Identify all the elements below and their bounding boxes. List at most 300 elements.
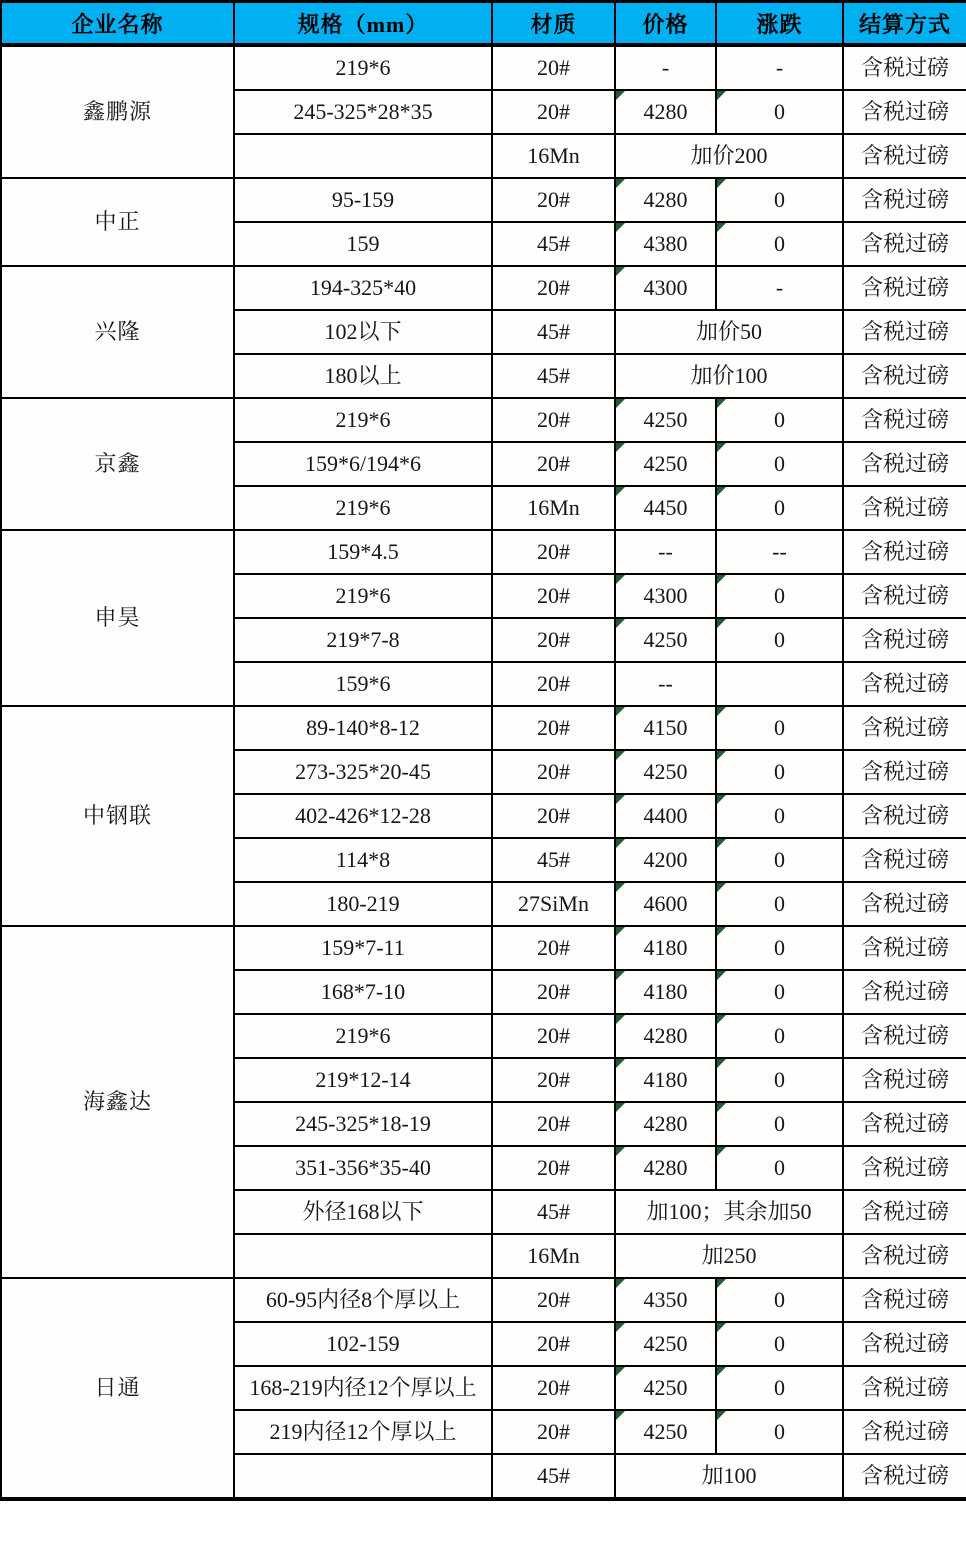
change-cell-text: 0 [774,583,785,608]
change-cell-text: 0 [774,1419,785,1444]
price-change-merged-cell-text: 加价200 [690,143,768,168]
price-change-merged-cell [615,1234,843,1278]
spec-cell [234,134,492,178]
spec-cell [234,970,492,1014]
change-cell-text: -- [772,539,787,564]
material-cell [492,90,615,134]
material-cell [492,442,615,486]
material-cell [492,1410,615,1454]
spec-cell [234,1014,492,1058]
spec-cell [234,1366,492,1410]
material-cell [492,574,615,618]
price-cell-text: 4150 [643,715,688,740]
material-cell [492,1058,615,1102]
price-cell-text: 4280 [643,1023,688,1048]
spec-cell [234,1058,492,1102]
material-cell-text: 20# [537,407,570,432]
spec-cell [234,882,492,926]
spec-cell [234,1102,492,1146]
spec-cell [234,310,492,354]
change-cell-text: 0 [774,715,785,740]
settlement-cell-text: 含税过磅 [860,231,949,256]
settlement-cell [843,574,966,618]
material-cell-text: 45# [537,319,570,344]
material-cell [492,1190,615,1234]
change-cell-text: 0 [774,187,785,212]
price-cell [615,1146,716,1190]
company-name-cell [1,45,234,178]
settlement-cell-text: 含税过磅 [860,1111,949,1136]
spec-cell-text: 194-325*40 [309,275,417,300]
spec-cell-text: 219*6 [335,1023,391,1048]
settlement-cell-text: 含税过磅 [860,935,949,960]
table-row [1,398,966,442]
settlement-cell [843,970,966,1014]
material-cell-text: 20# [537,1331,570,1356]
flag-triangle-icon [717,795,726,804]
settlement-cell [843,354,966,398]
material-cell [492,882,615,926]
flag-triangle-icon [616,1015,625,1024]
spec-cell-text: 114*8 [335,847,391,872]
price-cell-text: 4180 [643,979,688,1004]
material-cell [492,706,615,750]
price-cell-text: -- [658,539,673,564]
price-cell [615,398,716,442]
flag-triangle-icon [616,927,625,936]
settlement-cell [843,178,966,222]
settlement-cell [843,1058,966,1102]
material-cell [492,178,615,222]
flag-triangle-icon [616,1147,625,1156]
settlement-cell-text: 含税过磅 [860,319,949,344]
change-cell-text: 0 [774,979,785,1004]
spec-cell [234,222,492,266]
company-name-cell [1,530,234,706]
material-cell-text: 20# [537,979,570,1004]
flag-triangle-icon [616,179,625,188]
material-cell-text: 45# [537,231,570,256]
company-name-cell [1,706,234,926]
price-change-merged-cell-text: 加价50 [695,319,762,344]
change-cell [716,1366,843,1410]
spec-cell-text: 273-325*20-45 [295,759,431,784]
flag-triangle-icon [717,751,726,760]
flag-triangle-icon [717,1015,726,1024]
settlement-cell-text: 含税过磅 [860,715,949,740]
change-cell-text: 0 [774,1375,785,1400]
settlement-cell-text: 含税过磅 [860,803,949,828]
company-name-cell-text: 申昊 [94,605,141,630]
price-change-merged-cell-text: 加250 [701,1243,757,1268]
company-name-cell-text: 京鑫 [94,451,141,476]
spec-cell [234,1278,492,1322]
settlement-cell-text: 含税过磅 [860,979,949,1004]
change-cell [716,750,843,794]
price-change-merged-cell-text: 加价100 [690,363,768,388]
flag-triangle-icon [616,443,625,452]
settlement-cell-text: 含税过磅 [860,99,949,124]
price-cell-text: 4200 [643,847,688,872]
material-cell [492,970,615,1014]
spec-cell [234,926,492,970]
spec-cell-text: 245-325*28*35 [293,99,433,124]
price-cell-text: 4180 [643,1067,688,1092]
change-cell-text: 0 [774,231,785,256]
material-cell [492,266,615,310]
flag-triangle-icon [616,1059,625,1068]
flag-triangle-icon [717,883,726,892]
change-cell [716,882,843,926]
price-cell-text: 4250 [643,1331,688,1356]
flag-triangle-icon [717,971,726,980]
settlement-cell-text: 含税过磅 [860,55,949,80]
change-cell-text: - [775,275,784,300]
spec-cell-text: 219*6 [335,583,391,608]
company-name-cell [1,926,234,1278]
settlement-cell-text: 含税过磅 [860,1199,949,1224]
spec-cell-text: 159 [346,231,380,256]
table-row [1,1278,966,1322]
change-cell [716,1278,843,1322]
flag-triangle-icon [717,223,726,232]
price-cell [615,530,716,574]
flag-triangle-icon [717,839,726,848]
settlement-cell [843,1278,966,1322]
settlement-cell-text: 含税过磅 [860,847,949,872]
price-cell [615,178,716,222]
settlement-cell [843,882,966,926]
change-cell-text: 0 [774,891,785,916]
settlement-cell [843,134,966,178]
change-cell [716,1322,843,1366]
flag-triangle-icon [616,1279,625,1288]
spec-cell [234,398,492,442]
change-cell-text: 0 [774,1111,785,1136]
header-company: 企业名称 [1,2,234,46]
change-cell [716,618,843,662]
table-body [1,45,966,1499]
material-cell-text: 20# [537,1067,570,1092]
spec-cell [234,486,492,530]
header-spec: 规格（mm） [234,2,492,46]
flag-triangle-icon [717,1323,726,1332]
spec-cell [234,1234,492,1278]
settlement-cell-text: 含税过磅 [860,583,949,608]
price-change-merged-cell [615,1190,843,1234]
material-cell [492,222,615,266]
settlement-cell [843,486,966,530]
material-cell [492,662,615,706]
material-cell-text: 20# [537,451,570,476]
flag-triangle-icon [616,1411,625,1420]
change-cell-text: 0 [774,935,785,960]
material-cell-text: 20# [537,583,570,608]
settlement-cell [843,618,966,662]
spec-cell-text: 89-140*8-12 [306,715,420,740]
change-cell [716,486,843,530]
flag-triangle-icon [717,707,726,716]
spec-cell-text: 159*6 [335,671,391,696]
material-cell [492,1322,615,1366]
settlement-cell-text: 含税过磅 [860,891,949,916]
spec-cell [234,750,492,794]
material-cell [492,1102,615,1146]
price-cell-text: 4250 [643,451,688,476]
header-settlement: 结算方式 [843,2,966,46]
material-cell [492,750,615,794]
flag-triangle-icon [717,1059,726,1068]
price-cell-text: 4250 [643,759,688,784]
price-cell-text: 4250 [643,407,688,432]
material-cell [492,926,615,970]
settlement-cell [843,442,966,486]
material-cell-text: 20# [537,627,570,652]
flag-triangle-icon [717,1103,726,1112]
price-cell [615,750,716,794]
settlement-cell [843,1366,966,1410]
header-row [1,2,966,46]
spec-cell [234,354,492,398]
change-cell [716,222,843,266]
change-cell-text: 0 [774,1287,785,1312]
price-cell-text: 4180 [643,935,688,960]
price-cell [615,1058,716,1102]
spec-cell [234,530,492,574]
price-cell [615,266,716,310]
spec-cell [234,1410,492,1454]
spec-cell-text: 159*4.5 [327,539,399,564]
flag-triangle-icon [616,1323,625,1332]
price-cell [615,222,716,266]
flag-triangle-icon [616,1367,625,1376]
company-name-cell [1,178,234,266]
change-cell [716,398,843,442]
change-cell [716,1410,843,1454]
change-cell-text: 0 [774,627,785,652]
material-cell-text: 20# [537,187,570,212]
price-cell-text: 4300 [643,275,688,300]
change-cell [716,266,843,310]
change-cell [716,45,843,90]
price-cell [615,486,716,530]
spec-cell-text: 219*12-14 [315,1067,411,1092]
price-cell [615,970,716,1014]
spec-cell-text: 168-219内径12个厚以上 [249,1375,477,1400]
settlement-cell-text: 含税过磅 [860,1023,949,1048]
change-cell-text: 0 [774,407,785,432]
price-change-merged-cell [615,134,843,178]
price-cell-text: 4250 [643,1419,688,1444]
change-cell-text: 0 [774,1155,785,1180]
settlement-cell [843,266,966,310]
change-cell-text: 0 [774,1023,785,1048]
price-cell [615,794,716,838]
material-cell [492,1454,615,1499]
spec-cell-text: 351-356*35-40 [295,1155,431,1180]
table-header [1,2,966,46]
price-change-merged-cell [615,1454,843,1499]
change-cell [716,662,843,706]
flag-triangle-icon [717,487,726,496]
spec-cell [234,706,492,750]
settlement-cell [843,45,966,90]
company-name-cell-text: 兴隆 [94,319,141,344]
material-cell [492,1366,615,1410]
material-cell [492,838,615,882]
price-cell [615,90,716,134]
settlement-cell [843,310,966,354]
material-cell-text: 45# [537,363,570,388]
price-cell-text: - [661,55,670,80]
spec-cell [234,1454,492,1499]
change-cell [716,794,843,838]
flag-triangle-icon [717,1367,726,1376]
settlement-cell [843,1234,966,1278]
settlement-cell-text: 含税过磅 [860,1331,949,1356]
price-change-merged-cell-text: 加100 [701,1463,757,1488]
flag-triangle-icon [616,91,625,100]
spec-cell-text: 219*7-8 [326,627,400,652]
material-cell-text: 20# [537,1155,570,1180]
price-change-merged-cell-text: 加100；其余加50 [646,1199,812,1224]
flag-triangle-icon [616,707,625,716]
flag-triangle-icon [717,1279,726,1288]
settlement-cell [843,926,966,970]
price-cell [615,442,716,486]
table-row [1,178,966,222]
price-cell [615,1322,716,1366]
material-cell [492,530,615,574]
material-cell-text: 16Mn [527,143,580,168]
spec-cell-text: 159*7-11 [321,935,405,960]
change-cell [716,1102,843,1146]
settlement-cell [843,1410,966,1454]
price-cell-text: 4280 [643,187,688,212]
settlement-cell-text: 含税过磅 [860,759,949,784]
change-cell [716,178,843,222]
price-cell-text: -- [658,671,673,696]
settlement-cell [843,530,966,574]
material-cell-text: 20# [537,275,570,300]
settlement-cell-text: 含税过磅 [860,1287,949,1312]
table-row [1,706,966,750]
spec-cell-text: 219内径12个厚以上 [269,1419,457,1444]
company-name-cell [1,1278,234,1499]
price-cell [615,882,716,926]
price-cell-text: 4250 [643,1375,688,1400]
price-cell-text: 4400 [643,803,688,828]
material-cell-text: 20# [537,1287,570,1312]
price-cell [615,1102,716,1146]
change-cell [716,706,843,750]
change-cell-text: 0 [774,495,785,520]
settlement-cell [843,1102,966,1146]
spec-cell [234,266,492,310]
settlement-cell-text: 含税过磅 [860,1375,949,1400]
material-cell [492,310,615,354]
material-cell [492,1146,615,1190]
flag-triangle-icon [717,575,726,584]
settlement-cell [843,794,966,838]
change-cell-text: 0 [774,451,785,476]
company-name-cell-text: 中正 [94,209,141,234]
settlement-cell-text: 含税过磅 [860,363,949,388]
settlement-cell [843,1190,966,1234]
spec-cell-text: 168*7-10 [320,979,406,1004]
price-cell-text: 4450 [643,495,688,520]
spec-cell [234,1146,492,1190]
change-cell [716,838,843,882]
change-cell-text: - [775,55,784,80]
flag-triangle-icon [717,927,726,936]
settlement-cell-text: 含税过磅 [860,451,949,476]
material-cell-text: 16Mn [527,1243,580,1268]
material-cell [492,1014,615,1058]
price-cell [615,618,716,662]
price-change-merged-cell [615,310,843,354]
settlement-cell-text: 含税过磅 [860,495,949,520]
flag-triangle-icon [616,399,625,408]
material-cell-text: 27SiMn [518,891,589,916]
settlement-cell [843,398,966,442]
material-cell-text: 20# [537,935,570,960]
material-cell-text: 20# [537,715,570,740]
settlement-cell [843,1322,966,1366]
settlement-cell-text: 含税过磅 [860,1463,949,1488]
flag-triangle-icon [717,443,726,452]
settlement-cell-text: 含税过磅 [860,627,949,652]
spec-cell-text: 402-426*12-28 [295,803,431,828]
settlement-cell [843,1454,966,1499]
price-cell-text: 4600 [643,891,688,916]
spec-cell-text: 外径168以下 [302,1199,424,1224]
price-cell-text: 4250 [643,627,688,652]
spec-cell-text: 95-159 [331,187,395,212]
change-cell-text: 0 [774,99,785,124]
flag-triangle-icon [717,179,726,188]
settlement-cell-text: 含税过磅 [860,407,949,432]
company-name-cell-text: 中钢联 [82,803,152,828]
material-cell-text: 45# [537,847,570,872]
company-name-cell-text: 日通 [94,1375,141,1400]
settlement-cell [843,1014,966,1058]
material-cell-text: 20# [537,803,570,828]
price-cell [615,926,716,970]
spec-cell-text: 102以下 [324,319,402,344]
flag-triangle-icon [717,619,726,628]
price-cell-text: 4380 [643,231,688,256]
spec-cell [234,662,492,706]
settlement-cell [843,706,966,750]
spec-cell-text: 60-95内径8个厚以上 [265,1287,461,1312]
price-cell-text: 4350 [643,1287,688,1312]
material-cell-text: 16Mn [527,495,580,520]
company-name-cell-text: 鑫鹏源 [82,99,152,124]
change-cell [716,1058,843,1102]
settlement-cell-text: 含税过磅 [860,1155,949,1180]
spec-cell-text: 219*6 [335,407,391,432]
flag-triangle-icon [616,883,625,892]
spec-cell-text: 180-219 [326,891,400,916]
flag-triangle-icon [616,575,625,584]
flag-triangle-icon [616,1103,625,1112]
settlement-cell [843,90,966,134]
settlement-cell [843,662,966,706]
spec-cell-text: 245-325*18-19 [295,1111,431,1136]
company-name-cell [1,398,234,530]
flag-triangle-icon [717,1411,726,1420]
